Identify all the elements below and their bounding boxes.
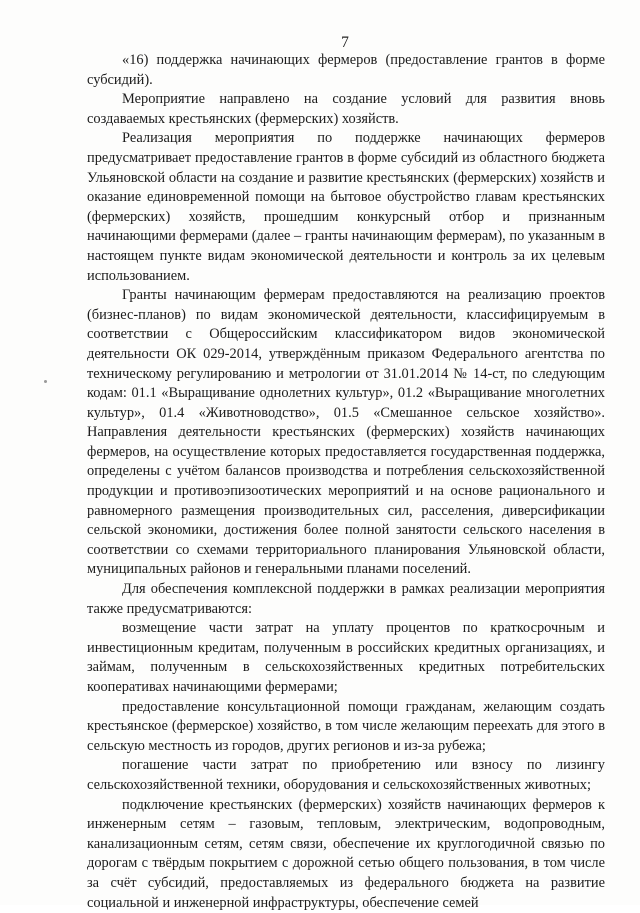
paragraph-implementation: Реализация мероприятия по поддержке начинающих фермеров предусматривает предоставление грантов в форме субсидий из областного бюджета Ульяновской области на создание и развитие крестьянских (фермерских) хозяйств и оказание единовременной помощи на бытовое обустройство главам крестьянских (фермерских) хозяйств, прошедшим конкурсный отбор и признанным начинающими фермерами (далее – гранты начинающим фермерам), по указанным в настоящем пункте видам экономической деятельности и контроль за их целевым использованием. — [87, 130, 605, 284]
paragraph-grants: Гранты начинающим фермерам предоставляются на реализацию проектов (бизнес-планов) по видам экономической деятельности, классифицируемым в соответствии с Общероссийским классификатором видов экономической деятельности ОК 029-2014, утверждённым приказом Федерального агентства по техническому регулированию и метрологии от 31.01.2014 № 14-ст, по следующим кодам: 01.1 «Выращивание однолетних культур», 01.2 «Выращивание многолетних культур», 01.4 «Животноводство», 01.5 «Смешанное сельское хозяйство». Направления деятельности крестьянских (фермерских) хозяйств начинающих фермеров, на осуществление которых предоставляется государственная поддержка, определены с учётом балансов производства и потребления сельскохозяйственной продукции и противоэпизоотических мероприятий и на основе рационального и равномерного размещения производительных сил, расселения, диверсификации сельской экономики, достижения более полной занятости сельского населения в соответствии со схемами территориального планирования Ульяновской области, муниципальных районов и генеральными планами поселений. — [87, 287, 605, 578]
paragraph-infrastructure: подключение крестьянских (фермерских) хозяйств начинающих фермеров к инженерным сетям – газовым, тепловым, электрическим, водопроводным, канализационным сетям, сетям связи, обеспечение их круглогодичной связью по дорогам с твёрдым покрытием с дорожной сетью общего пользования, в том числе за счёт субсидий, предоставляемых из федерального бюджета на развитие социальной и инженерной инфраструктуры, обеспечение семей — [87, 796, 605, 911]
document-body — [87, 51, 605, 913]
paragraph-leasing: погашение части затрат по приобретению или взносу по лизингу сельскохозяйственной техники, оборудования и сельскохозяйственных животных; — [87, 757, 605, 793]
paragraph-item-16: «16) поддержка начинающих фермеров (предоставление грантов в форме субсидий). — [87, 52, 605, 88]
paragraph-credit-compensation: возмещение части затрат на уплату процентов по краткосрочным и инвестиционным кредитам, полученным в российских кредитных организациях, и займам, полученным в сельскохозяйственных кредитных потребительских кооперативах начинающими фермерами; — [87, 620, 605, 695]
paragraph-complex-support: Для обеспечения комплексной поддержки в рамках реализации мероприятия также предусматриваются: — [87, 581, 605, 617]
paragraph-consultation: предоставление консультационной помощи гражданам, желающим создать крестьянское (фермерское) хозяйство, в том числе желающим переехать для этого в сельскую местность из городов, других регионов и из-за рубежа; — [87, 698, 605, 754]
page-number: 7 — [341, 34, 349, 51]
scan-speck — [44, 380, 47, 383]
paragraph-purpose: Мероприятие направлено на создание условий для развития вновь создаваемых крестьянских (фермерских) хозяйств. — [87, 91, 605, 127]
